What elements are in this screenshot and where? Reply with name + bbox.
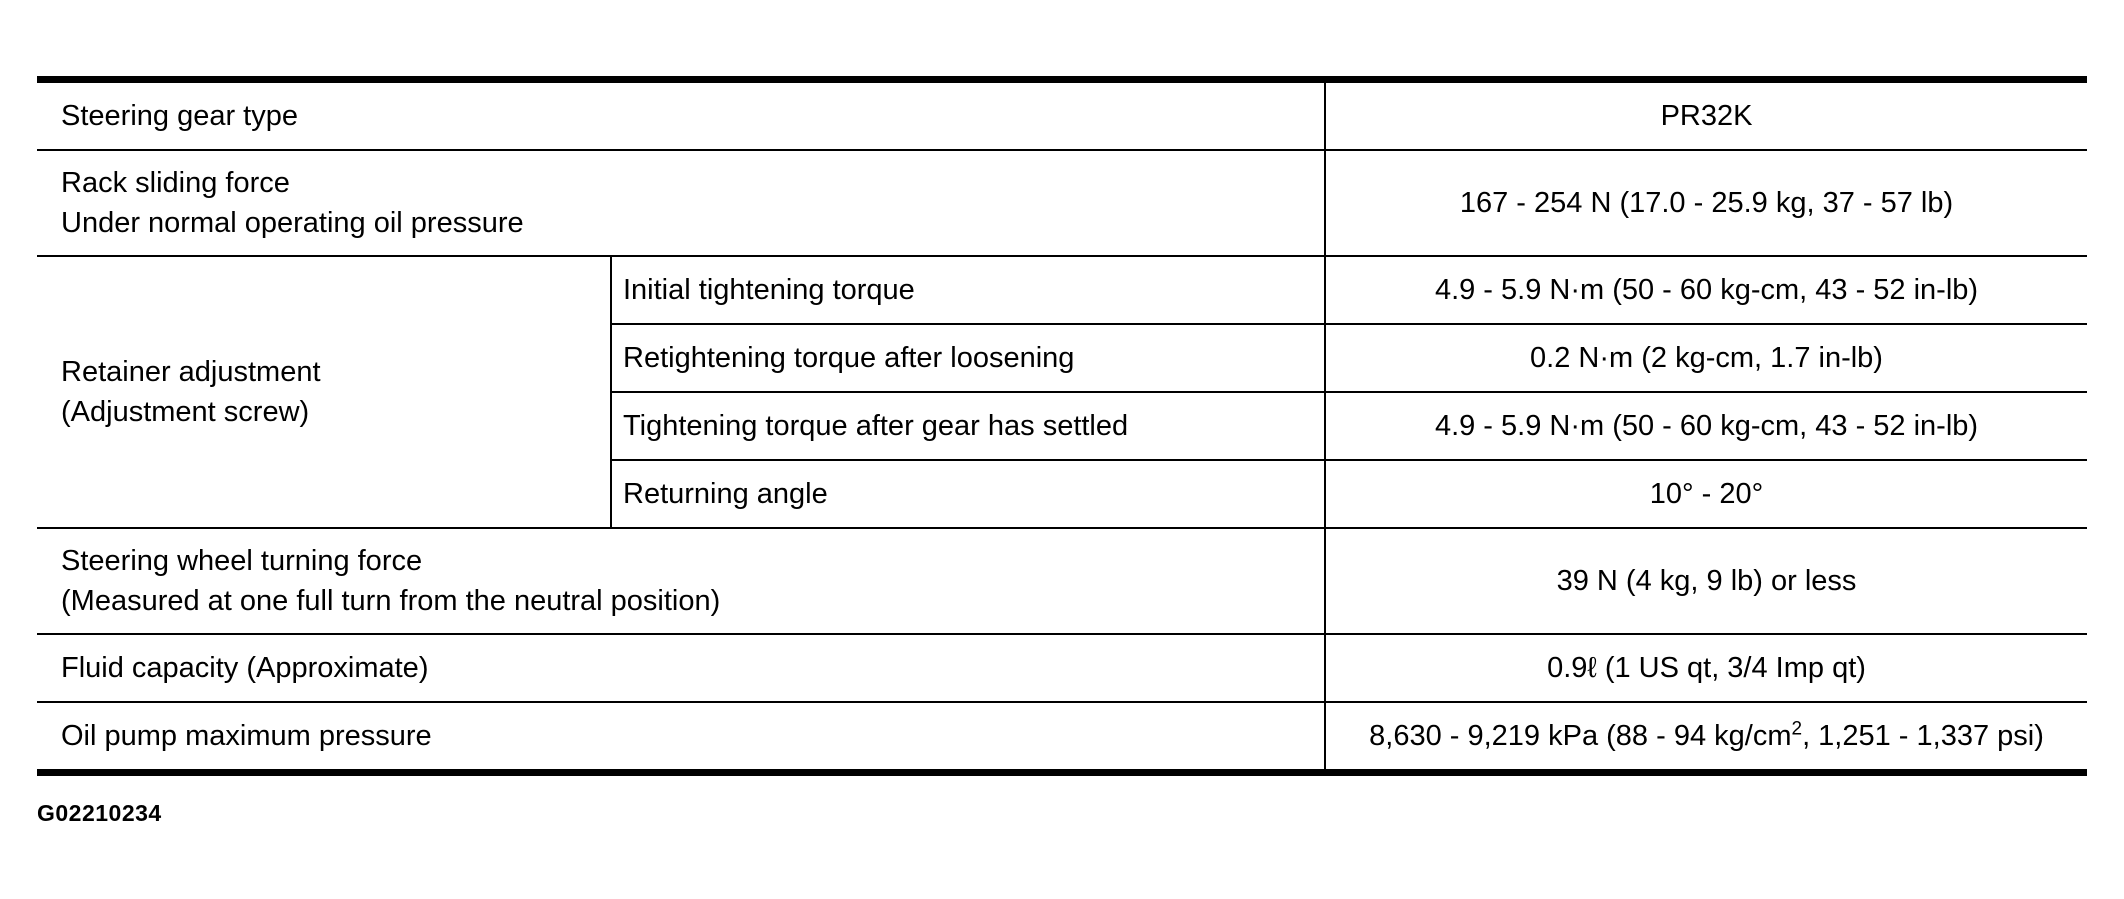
table-row-retainer-initial-torque xyxy=(37,256,2087,324)
retainer-item-label: Retightening torque after loosening xyxy=(611,324,1325,392)
retainer-adjustment-label-line1: Retainer adjustment xyxy=(61,356,321,388)
fluid-capacity-label: Fluid capacity (Approximate) xyxy=(37,634,1325,702)
steering-wheel-turning-force-label xyxy=(37,528,1325,634)
retainer-adjustment-label xyxy=(37,256,611,528)
retainer-item-label: Initial tightening torque xyxy=(611,256,1325,324)
oil-pump-pressure-superscript: 2 xyxy=(1791,718,1803,740)
oil-pump-max-pressure-label: Oil pump maximum pressure xyxy=(37,702,1325,773)
table-row-fluid-capacity xyxy=(37,634,2087,702)
rack-sliding-force-label xyxy=(37,150,1325,256)
table-row-steering-wheel-turning-force xyxy=(37,528,2087,634)
retainer-adjustment-label-line2: (Adjustment screw) xyxy=(61,396,310,428)
specification-table xyxy=(37,76,2087,776)
retainer-item-label: Tightening torque after gear has settled xyxy=(611,392,1325,460)
steering-gear-type-label: Steering gear type xyxy=(37,80,1325,151)
fluid-capacity-value: 0.9ℓ (1 US qt, 3/4 Imp qt) xyxy=(1325,634,2087,702)
rack-sliding-force-label-line2: Under normal operating oil pressure xyxy=(61,207,524,239)
table-row-rack-sliding-force xyxy=(37,150,2087,256)
retainer-item-value: 4.9 - 5.9 N·m (50 - 60 kg-cm, 43 - 52 in-lb) xyxy=(1325,256,2087,324)
oil-pump-max-pressure-value xyxy=(1325,702,2087,773)
rack-sliding-force-value: 167 - 254 N (17.0 - 25.9 kg, 37 - 57 lb) xyxy=(1325,150,2087,256)
table-row-steering-gear-type xyxy=(37,80,2087,151)
retainer-item-label: Returning angle xyxy=(611,460,1325,528)
figure-reference-code: G02210234 xyxy=(37,800,162,826)
steering-wheel-turning-force-value: 39 N (4 kg, 9 lb) or less xyxy=(1325,528,2087,634)
steering-wheel-turning-force-label-line1: Steering wheel turning force xyxy=(61,545,423,577)
oil-pump-pressure-value-main: 8,630 - 9,219 kPa (88 - 94 kg/cm xyxy=(1369,720,1792,752)
rack-sliding-force-label-line1: Rack sliding force xyxy=(61,167,290,199)
oil-pump-pressure-value-tail: , 1,251 - 1,337 psi) xyxy=(1802,720,2044,752)
retainer-item-value: 4.9 - 5.9 N·m (50 - 60 kg-cm, 43 - 52 in-lb) xyxy=(1325,392,2087,460)
steering-gear-type-value: PR32K xyxy=(1325,80,2087,151)
steering-wheel-turning-force-label-line2: (Measured at one full turn from the neutral position) xyxy=(61,585,721,617)
table-row-oil-pump-max-pressure xyxy=(37,702,2087,773)
retainer-item-value: 0.2 N·m (2 kg-cm, 1.7 in-lb) xyxy=(1325,324,2087,392)
retainer-item-value: 10° - 20° xyxy=(1325,460,2087,528)
